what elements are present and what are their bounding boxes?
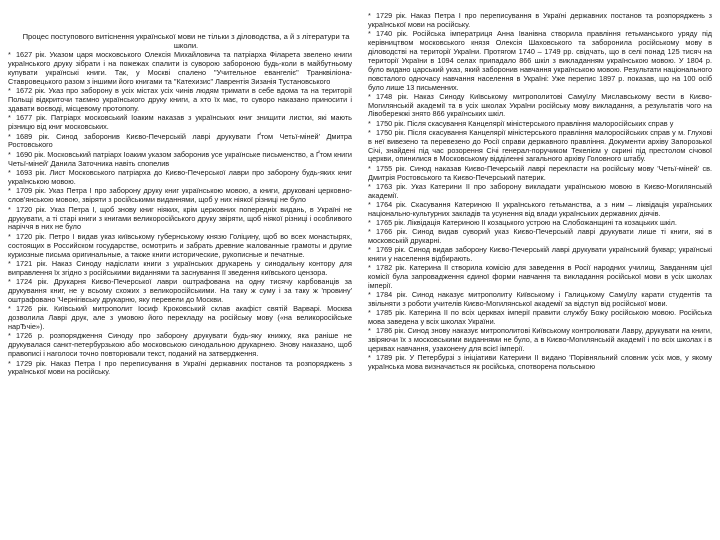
bullet-icon: * (368, 227, 371, 237)
chronology-entry (368, 165, 712, 183)
entry-text: 1789 рік. У Петербурзі з ініціативи Катерини ІІ видано 'Порівняльний словник усіх мов, у якому українська мова визначається як російська, спотворена польською (368, 353, 712, 372)
left-column (8, 12, 352, 534)
entry-text: 1689 рік. Синод заборонив Києво-Печерській лаврі друкувати Ґтом Четьї-міней' Дмитра Ростовського (8, 131, 352, 150)
chronology-entry (368, 93, 712, 120)
bullet-icon: * (8, 50, 11, 60)
chronology-entry (8, 114, 352, 132)
entry-text: 1763 рік. Указ Катерини ІІ про заборону викладати українською мовою в Києво-Могилянській академії. (368, 181, 712, 200)
bullet-icon: * (8, 86, 11, 96)
bullet-icon: * (8, 149, 11, 159)
chronology-entry (8, 187, 352, 205)
entry-text: 1750 рік. Після скасування Канцелярії міністерського правління малоросійських справ у (376, 118, 674, 128)
bullet-icon: * (8, 304, 11, 314)
bullet-icon: * (368, 127, 371, 137)
entry-text: 1784 рік. Синод наказує митрополиту Київському і Галицькому Самуїлу карати студентів та звільняти з роботи учителів Києво-Могилянської академії за відступ від російської мови. (368, 290, 712, 309)
chronology-entry (368, 12, 712, 30)
entry-text: 1782 рік. Катерина ІІ створила комісію для заведення в Росії народних училищ. Завданням цієї комісії була запровадження єдиної форми навчання та викладання російської мови в усіх школах імперії. (368, 263, 712, 290)
chronology-entry (8, 360, 352, 378)
bullet-icon: * (8, 204, 11, 214)
chronology-entry (368, 246, 712, 264)
entry-text: 1724 рік. Друкарня Києво-Печерської лаври оштрафована на одну тисячу карбованців за друкування книг, не у всьому схожих з великоросійськими. На таку ж суму і за таку ж 'провину' оштрафовано 'Чернігівську друкарню, яку перевели до Москви. (8, 277, 352, 304)
bullet-icon: * (368, 181, 371, 191)
chronology-entry (368, 129, 712, 164)
chronology-entry (8, 87, 352, 114)
bullet-icon: * (8, 131, 11, 141)
bullet-icon: * (368, 163, 371, 173)
entry-text: 1769 рік. Синод видав заборону Києво-Печерській лаврі друкувати український буквар; українські книги у населення відбирають. (368, 245, 712, 264)
entry-text: 1786 рік. Синод знову наказує митрополитові Київському контролювати Лавру, друкувати на книги, звіряючи їх з московськими виданнями не було, а в Києво-Могилянській академії і по всіх школах і в церквах навчання, узаконену для всієї імперії. (368, 326, 712, 354)
chronology-entry (8, 332, 352, 359)
chronology-entry (368, 264, 712, 291)
entry-text: 1740 рік. Російська імператриця Анна Іванівна створила правління гетьманського уряду під керівництвом московського князя Олексія Шаховського та заборонила російському мову в діловодстві на території України. Протягом 1740 – 1749 рр. свідчать, що в селі понад 125 тисяч на території України в 1094 селах припадало 866 шкіл з викладанням українською мовою. У 1804 р. було видано царський указ, який заборонив навчання українською мовою. Результати національного повсталого одночасу навчання населення в Україні: Уже перепис 1897 р. показав, що на 100 осіб було лише 13 письменних. (368, 29, 712, 92)
entry-text: 1729 рік. Наказ Петра І про переписування в Україні державних постанов та розпоряджень з української мови на російську. (8, 358, 352, 377)
entry-text: 1755 рік. Синод наказав Києво-Печерській лаврі перекласти на російську мову 'Четьї-міней' св. Дмитрія Ростовського та Києво-Печерський патерик. (368, 163, 712, 182)
chronology-entry (368, 291, 712, 309)
chronology-entry (8, 278, 352, 305)
bullet-icon: * (368, 217, 371, 227)
chronology-entry (368, 228, 712, 246)
entry-text: 1785 рік. Катерина ІІ по всіх церквах імперії правити службу Божу російською мовою. Російська мова заведена у всіх школах України. (368, 308, 712, 327)
entry-text: 1748 рік. Наказ Синоду Київському митрополитові Самуїлу Миславському вести в Києво-Могилянській академії та в усіх школах України російську мову викладання, а результатів чого на Лівобережжі знято 866 українських шкіл. (368, 91, 712, 119)
chronology-entry (8, 169, 352, 187)
bullet-icon: * (368, 12, 371, 21)
entry-text: 1729 рік. Наказ Петра І про переписування в Україні державних постанов та розпоряджень з української мови на російську. (368, 12, 712, 30)
bullet-icon: * (8, 358, 11, 368)
bullet-icon: * (8, 231, 11, 241)
bullet-icon: * (8, 258, 11, 268)
entry-text: 1726 р. розпорядження Синоду про заборону друкувати будь-яку книжку, яка раніше не друкувалася санкт-петербурзькою або московською синодальною друкарнею. Знову наказано, щоб правописі і наголоси точно повторювали текст, поданий на затвердження. (8, 331, 352, 359)
bullet-icon: * (368, 29, 371, 39)
entry-text: 1765 рік. Ліквідація Катериною ІІ козацького устрою на Слобожанщині та козацьких шкіл. (376, 217, 677, 227)
chronology-entry (8, 206, 352, 233)
bullet-icon: * (368, 308, 371, 318)
entry-text: 1766 рік. Синод видав суворий указ Києво-Печерській лаврі друкувати лише ті книги, які в московській друкарні. (368, 227, 712, 245)
entry-text: 1726 рік. Київський митрополит Іосиф Кроковський склав акафіст святій Варварі. Москва дозволила Лаврі друк, але з умовою його перекладу на російську мову («на великоросійське нарЂчіе»). (8, 304, 352, 332)
chronology-entry (368, 30, 712, 92)
entry-text: 1720 рік. Петро І видав указ київському губернському князю Голіцину, щоб во всех монастырях, состоящих в Российском государстве, осмотрить и забрать древние жалованные грамоты и другие куриозные письма оригинальные, а также книги исторические, рукописные и печатные. (8, 231, 352, 259)
bullet-icon: * (368, 353, 371, 363)
entry-text: 1721 рік. Наказ Синоду надіслати книги з українських друкарень у синодальну контору для виправлення їх згідно з російськими виданнями та заснування її зведення київського цензора. (8, 258, 352, 277)
left-entries-list (8, 51, 352, 377)
chronology-entry (8, 305, 352, 332)
chronology-entry (368, 354, 712, 372)
chronology-entry (8, 51, 352, 86)
bullet-icon: * (8, 168, 11, 178)
bullet-icon: * (368, 290, 371, 300)
bullet-icon: * (368, 118, 371, 128)
bullet-icon: * (368, 263, 371, 273)
right-column (368, 12, 712, 534)
entry-text: 1627 рік. Указом царя московського Олексія Михайловича та патріарха Філарета звелено книги українського друку зібрати і на пожежах спалити із суворою забороною будь-коли в майбутньому купувати українські книги. Так, у Москві спалено "Учительное евангеліє" Транквіліона-Ставровецького разом з іншими його книгами та "Катехизис" Лаврентія Зизанія Тустановського (8, 50, 352, 86)
entry-text: 1764 рік. Скасування Катериною ІІ українського гетьманства, а з ним – ліквідація українських національно-культурних закладів та усунення від влади українських державних діячів. (368, 199, 712, 218)
chronology-entry (368, 201, 712, 219)
bullet-icon: * (368, 91, 371, 101)
bullet-icon: * (8, 186, 11, 196)
bullet-icon: * (8, 277, 11, 287)
entry-text: 1720 рік. Указ Петра І, щоб знову книг ніяких, крім церковних попередніх видань, в Україні не друкувати, а ті старі книги з книгами великоросійського друку звіряти, щоб ніякої різниці і особливого наріччя в них не було (8, 204, 352, 232)
bullet-icon: * (368, 245, 371, 255)
entry-text: 1750 рік. Після скасування Канцелярії міністерського правління малоросійських справ у м. Глухові в неї вивезено та перевезено до Росії справи державного правління. Документи архіву Запорозької Січі, знайдені під час розорення Січі генерал-поручиком Текелієм у скрині під престолом січової церкви, опинилися в Московському відділенні загального архіву Головного штабу. (368, 127, 712, 164)
bullet-icon: * (368, 199, 371, 209)
entry-text: 1690 рік. Московський патріарх Іоаким указом заборонив усе українське письменство, а Ґтом книги Четьї-міней' Данила Заточника навіть спопелив (8, 149, 352, 168)
chronology-entry (8, 151, 352, 169)
entry-text: 1672 рік. Указ про заборону в усіх містах усіх чинів людям тримати в себе вдома та на території Польщі відкриточи таємно українського друку книги, а хто їх має, то суворо наказано приносити і здавати воєводі, місцевому протопопу. (8, 86, 352, 113)
chronology-entry (368, 327, 712, 354)
page-title: Процес поступового витіснення української мови не тільки з діловодства, а й з літератури та школи. (22, 32, 350, 51)
bullet-icon: * (8, 113, 11, 123)
chronology-entry (8, 233, 352, 260)
chronology-entry (368, 183, 712, 201)
chronology-entry (368, 309, 712, 327)
bullet-icon: * (368, 326, 371, 336)
right-entries-list (368, 12, 712, 372)
entry-text: 1709 рік. Указ Петра І про заборону друку книг українською мовою, а книги, друковані церковно-слов'янською мовою, звіряти з російськими виданнями, щоб у них ніякої різниці не було (8, 186, 352, 205)
chronology-entry (8, 133, 352, 151)
chronology-entry (8, 260, 352, 278)
entry-text: 1677 рік. Патріарх московський Іоаким наказав з українських книг знищити листки, які мають різницю від книг московських. (8, 113, 352, 132)
entry-text: 1693 рік. Лист Московського патріарха до Києво-Печерської лаври про заборону будь-яких книг українською мовою. (8, 168, 352, 186)
bullet-icon: * (8, 331, 11, 341)
